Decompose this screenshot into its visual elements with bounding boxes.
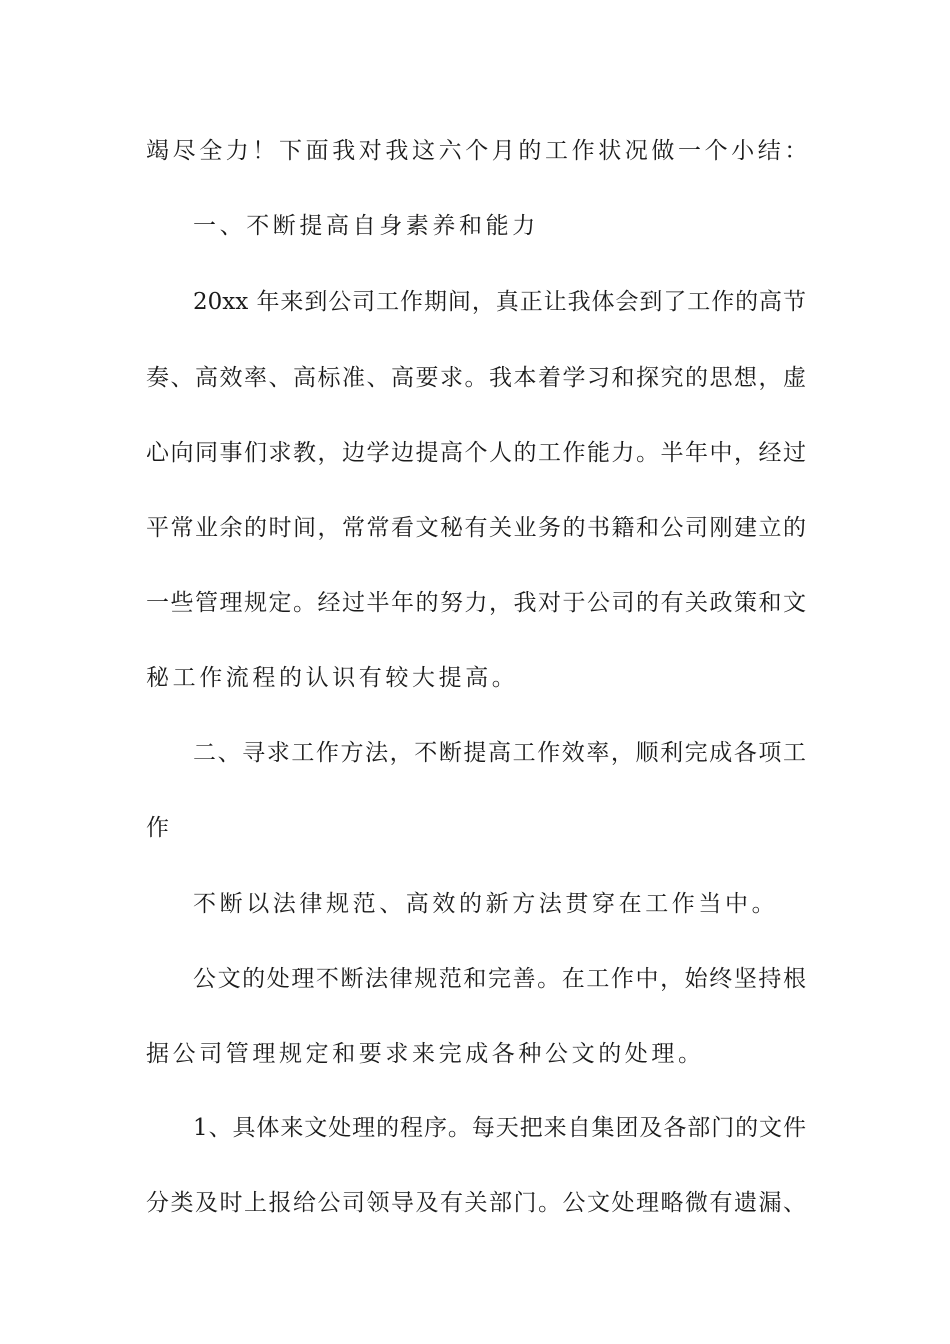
paragraph-line: 20xx 年来到公司工作期间，真正让我体会到了工作的高节 [193, 289, 806, 315]
paragraph-line: 秘工作流程的认识有较大提高。 [146, 665, 519, 691]
paragraph-line: 心向同事们求教，边学边提高个人的工作能力。半年中，经过 [146, 440, 806, 466]
paragraph-line: 不断以法律规范、高效的新方法贯穿在工作当中。 [193, 891, 779, 917]
paragraph-line: 奏、高效率、高标准、高要求。我本着学习和探究的思想，虚 [146, 365, 806, 391]
section-heading-1: 一、不断提高自身素养和能力 [193, 213, 539, 239]
paragraph-line: 平常业余的时间，常常看文秘有关业务的书籍和公司刚建立的 [146, 515, 806, 541]
paragraph-line: 竭尽全力！下面我对我这六个月的工作状况做一个小结： [146, 138, 811, 164]
list-item-line: 分类及时上报给公司领导及有关部门。公文处理略微有遗漏、 [146, 1190, 806, 1216]
paragraph-line: 一些管理规定。经过半年的努力，我对于公司的有关政策和文 [146, 590, 806, 616]
paragraph-line: 据公司管理规定和要求来完成各种公文的处理。 [146, 1041, 705, 1067]
list-item-line: 1、具体来文处理的程序。每天把来自集团及各部门的文件 [193, 1115, 806, 1141]
section-heading-2: 二、寻求工作方法，不断提高工作效率，顺利完成各项工 [193, 740, 806, 766]
paragraph-line: 公文的处理不断法律规范和完善。在工作中，始终坚持根 [193, 966, 806, 992]
section-heading-2-continued: 作 [146, 815, 173, 841]
